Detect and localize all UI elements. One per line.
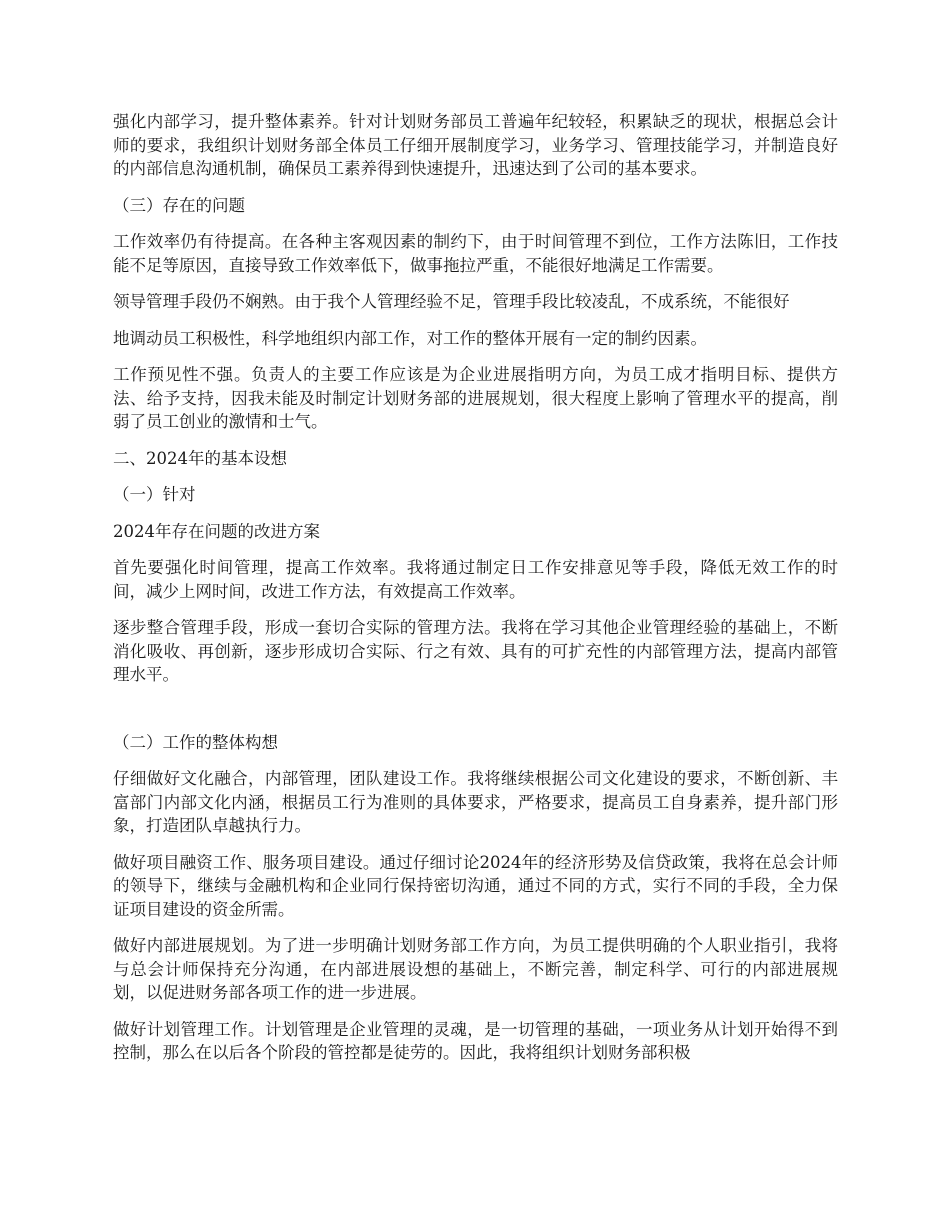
paragraph-time-management: 首先要强化时间管理，提高工作效率。我将通过制定日工作安排意见等手段，降低无效工作的时间，减少上网时间，改进工作方法，有效提高工作效率。	[113, 558, 838, 601]
paragraph-plan-management: 做好计划管理工作。计划管理是企业管理的灵魂，是一切管理的基础，一项业务从计划开始得不到控制，那么在以后各个阶段的管控都是徒劳的。因此，我将组织计划财务部积极	[113, 1019, 838, 1062]
paragraph-management-skills-continued: 地调动员工积极性，科学地组织内部工作，对工作的整体开展有一定的制约因素。	[113, 328, 707, 348]
section-heading-basic-plan: 二、2024年的基本设想	[113, 448, 287, 468]
section-heading-existing-problems: （三）存在的问题	[113, 195, 245, 215]
paragraph-development-planning: 做好内部进展规划。为了进一步明确计划财务部工作方向，为员工提供明确的个人职业指引，我将与总会计师保持充分沟通，在内部进展设想的基础上，不断完善，制定科学、可行的内部进展规划，以促进财务部各项工作的进一步进展。	[113, 936, 838, 1002]
paragraph-project-financing: 做好项目融资工作、服务项目建设。通过仔细讨论2024年的经济形势及信贷政策，我将在总会计师的领导下，继续与金融机构和企业同行保持密切沟通，通过不同的方式，实行不同的手段，全力保证项目建设的资金所需。	[113, 852, 838, 919]
subsection-heading-targeting: （一）针对	[113, 485, 196, 504]
paragraph-culture-integration: 仔细做好文化融合，内部管理，团队建设工作。我将继续根据公司文化建设的要求，不断创新、丰富部门内部文化内涵，根据员工行为准则的具体要求，严格要求，提高员工自身素养，提升部门形象，打造团队卓越执行力。	[113, 769, 838, 835]
subsection-heading-overall-concept: （二）工作的整体构想	[113, 732, 278, 752]
paragraph-management-skills: 领导管理手段仍不娴熟。由于我个人管理经验不足，管理手段比较凌乱，不成系统，不能很好	[113, 292, 790, 311]
subsection-heading-improvement-plan: 2024年存在问题的改进方案	[113, 521, 320, 541]
document-body	[113, 110, 838, 1078]
paragraph-internal-learning: 强化内部学习，提升整体素养。针对计划财务部员工普遍年纪较轻，积累缺乏的现状，根据总会计师的要求，我组织计划财务部全体员工仔细开展制度学习，业务学习、管理技能学习，并制造良好的内部信息沟通机制，确保员工素养得到快速提升，迅速达到了公司的基本要求。	[113, 112, 838, 178]
paragraph-work-efficiency: 工作效率仍有待提高。在各种主客观因素的制约下，由于时间管理不到位，工作方法陈旧，工作技能不足等原因，直接导致工作效率低下，做事拖拉严重，不能很好地满足工作需要。	[113, 232, 838, 275]
paragraph-management-methods: 逐步整合管理手段，形成一套切合实际的管理方法。我将在学习其他企业管理经验的基础上，不断消化吸收、再创新，逐步形成切合实际、行之有效、具有的可扩充性的内部管理方法，提高内部管理水平。	[113, 618, 838, 684]
paragraph-foresight: 工作预见性不强。负责人的主要工作应该是为企业进展指明方向，为员工成才指明目标、提供方法、给予支持，因我未能及时制定计划财务部的进展规划，很大程度上影响了管理水平的提高，削弱了员工创业的激情和士气。	[113, 365, 838, 431]
